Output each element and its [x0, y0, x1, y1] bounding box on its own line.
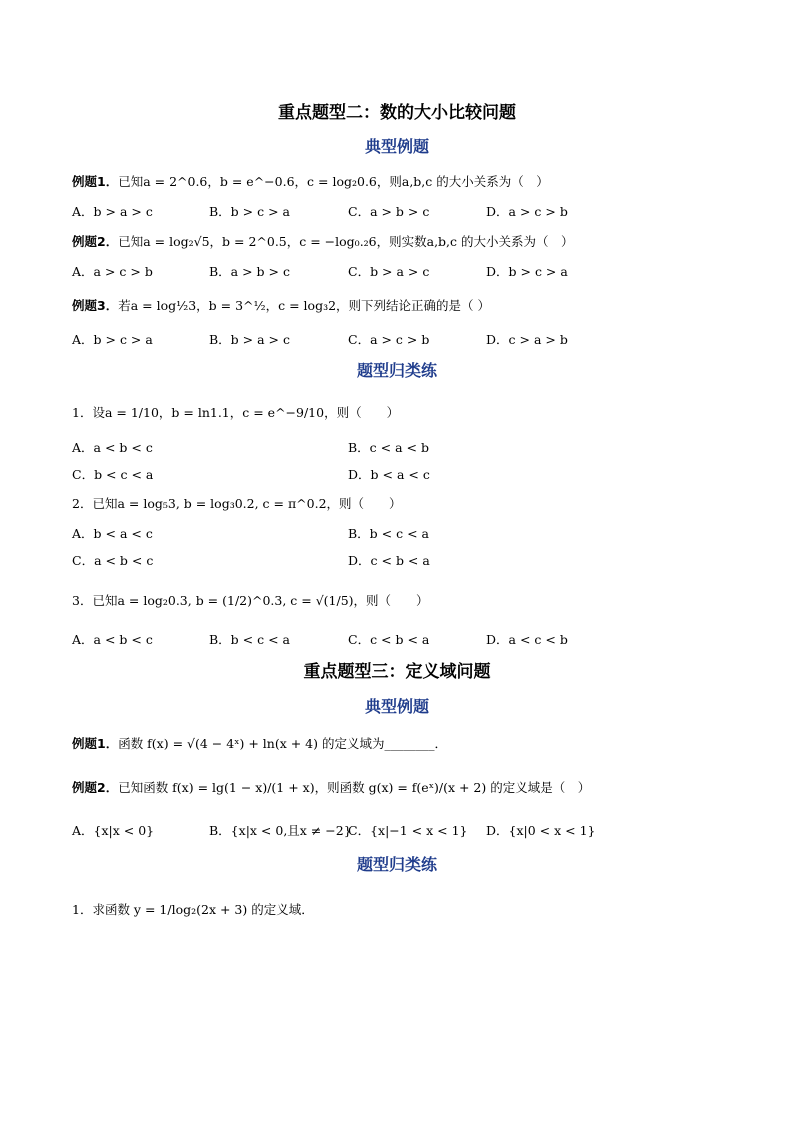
example-label: 例题2． [72, 780, 119, 795]
option-c[interactable]: C．a > b > c [348, 204, 430, 219]
option-a[interactable]: A．{x|x < 0} [72, 823, 155, 838]
domain-example-1-stem [72, 734, 447, 752]
example-label: 例题1． [72, 736, 119, 751]
example-label: 例题3． [72, 298, 119, 313]
example-text: 已知a = log₂√5，b = 2^0.5，c = −log₀.₂6，则实数a,b,c 的大小关系为（ ） [118, 234, 574, 249]
subsection-title: 典型例题 [364, 697, 429, 716]
option-c[interactable]: C．a > c > b [348, 332, 430, 347]
option-c[interactable]: C．{x|−1 < x < 1} [348, 823, 468, 838]
option-b[interactable]: B．b > a > c [209, 332, 290, 347]
example-1-stem [72, 172, 549, 190]
option-d[interactable]: D．c < b < a [348, 553, 430, 568]
example-2-stem [72, 232, 574, 250]
option-c[interactable]: C．a < b < c [72, 553, 154, 568]
option-a[interactable]: A．b < a < c [72, 526, 153, 541]
option-c[interactable]: C．b < c < a [72, 467, 154, 482]
option-b[interactable]: B．b < c < a [209, 632, 290, 647]
option-c[interactable]: C．b > a > c [348, 264, 430, 279]
subsection-title: 典型例题 [364, 137, 429, 156]
domain-example-2-stem [72, 778, 590, 796]
question-1-stem: 1．设a = 1/10，b = ln1.1，c = e^−9/10，则（ ） [72, 405, 400, 420]
example-text: 若a = log½3，b = 3^½，c = log₃2，则下列结论正确的是（ ） [118, 298, 491, 313]
example-text: 已知函数 f(x) = lg(1 − x)/(1 + x)，则函数 g(x) = f(eˣ)/(x + 2) 的定义域是（ ） [118, 780, 591, 795]
option-d[interactable]: D．a < c < b [486, 632, 568, 647]
example-text: 函数 f(x) = √(4 − 4ˣ) + ln(x + 4) 的定义域为________． [118, 736, 447, 751]
domain-question-1-stem: 1．求函数 y = 1/log₂(2x + 3) 的定义域． [72, 902, 314, 917]
option-a[interactable]: A．a > c > b [72, 264, 153, 279]
option-b[interactable]: B．b < c < a [348, 526, 429, 541]
option-c[interactable]: C．c < b < a [348, 632, 430, 647]
section-title: 重点题型二：数的大小比较问题 [278, 103, 516, 123]
option-b[interactable]: B．{x|x < 0,且x ≠ −2} [209, 823, 352, 838]
option-d[interactable]: D．a > c > b [486, 204, 568, 219]
option-b[interactable]: B．a > b > c [209, 264, 290, 279]
question-3-stem: 3．已知a = log₂0.3, b = (1/2)^0.3, c = √(1/5)，则（ ） [72, 593, 429, 608]
practice-title: 题型归类练 [356, 361, 437, 380]
option-d[interactable]: D．{x|0 < x < 1} [486, 823, 596, 838]
practice-title: 题型归类练 [356, 855, 437, 874]
question-2-stem: 2．已知a = log₅3, b = log₃0.2, c = π^0.2，则（ ） [72, 496, 402, 511]
example-text: 已知a = 2^0.6，b = e^−0.6，c = log₂0.6，则a,b,c 的大小关系为（ ） [118, 174, 549, 189]
example-label: 例题1． [72, 174, 119, 189]
option-a[interactable]: A．b > a > c [72, 204, 153, 219]
option-d[interactable]: D．b > c > a [486, 264, 568, 279]
option-b[interactable]: B．c < a < b [348, 440, 429, 455]
example-3-stem [72, 296, 490, 314]
option-d[interactable]: D．b < a < c [348, 467, 430, 482]
option-b[interactable]: B．b > c > a [209, 204, 290, 219]
option-a[interactable]: A．a < b < c [72, 440, 153, 455]
example-label: 例题2． [72, 234, 119, 249]
section-title: 重点题型三：定义域问题 [303, 662, 491, 682]
option-a[interactable]: A．a < b < c [72, 632, 153, 647]
option-a[interactable]: A．b > c > a [72, 332, 153, 347]
option-d[interactable]: D．c > a > b [486, 332, 568, 347]
